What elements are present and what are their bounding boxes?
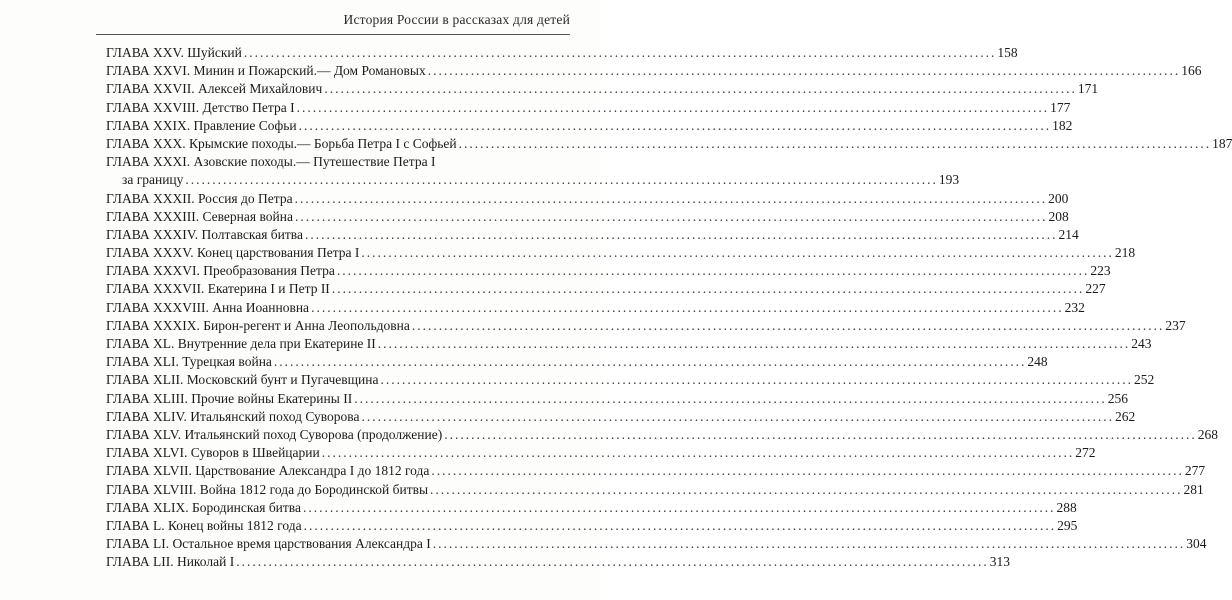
toc-entry <box>106 408 1136 426</box>
toc-entry-title: ГЛАВА XXXI. Азовские походы.— Путешествие Петра I <box>106 154 436 170</box>
toc-entry <box>106 553 1010 571</box>
toc-leader-dots <box>236 553 989 571</box>
toc-entry <box>106 535 1207 553</box>
toc-entry-title: ГЛАВА XXIX. Правление Софьи <box>106 117 297 133</box>
toc-entry <box>106 353 1048 371</box>
toc-entry-page: 232 <box>1064 299 1085 315</box>
toc-leader-dots <box>428 62 1181 80</box>
toc-entry-page: 243 <box>1131 336 1152 351</box>
toc-entry-page: 277 <box>1184 463 1206 479</box>
toc-leader-dots <box>354 390 1107 408</box>
toc-leader-dots <box>412 317 1165 335</box>
toc-entry-page: 218 <box>1114 245 1136 261</box>
toc-entry-page: 313 <box>989 554 1010 570</box>
toc-leader-dots <box>430 481 1183 499</box>
toc-entry-page: 200 <box>1048 190 1069 206</box>
toc-entry-page: 193 <box>938 172 960 188</box>
toc-leader-dots <box>244 44 997 62</box>
toc-entry <box>106 317 1186 335</box>
toc-entry <box>106 481 1204 499</box>
toc-entry-title: ГЛАВА XXXIII. Северная война <box>106 208 293 224</box>
toc-entry <box>106 390 1128 408</box>
toc-entry-page: 288 <box>1056 499 1077 515</box>
toc-entry-title: ГЛАВА LII. Николай I <box>106 554 235 570</box>
toc-entry-title: ГЛАВА XXXIX. Бирон-регент и Анна Леопольдовна <box>106 317 410 333</box>
toc-entry <box>106 517 1078 535</box>
toc-leader-dots <box>274 353 1027 371</box>
toc-leader-dots <box>295 208 1048 226</box>
toc-entry-title: ГЛАВА XXXV. Конец царствования Петра I <box>106 245 360 261</box>
toc-entry <box>106 335 1152 353</box>
toc-entry-title: ГЛАВА XLIX. Бородинская битва <box>106 499 301 515</box>
toc-entry-title: ГЛАВА XXXIV. Полтавская битва <box>106 226 303 242</box>
toc-entry-page: 252 <box>1133 372 1155 388</box>
toc-entry <box>106 62 1202 80</box>
table-of-contents <box>106 44 1232 571</box>
toc-entry-title: ГЛАВА L. Конец войны 1812 года <box>106 517 302 533</box>
toc-entry-page: 237 <box>1165 317 1186 333</box>
toc-leader-dots <box>361 244 1114 262</box>
toc-leader-dots <box>295 190 1048 208</box>
toc-entry-page: 158 <box>997 45 1018 60</box>
toc-entry-title: ГЛАВА XLVI. Суворов в Швейцарии <box>106 445 320 461</box>
toc-leader-dots <box>303 499 1056 517</box>
toc-entry-title: ГЛАВА XLIV. Итальянский поход Суворова <box>106 408 360 424</box>
toc-entry <box>106 244 1136 262</box>
toc-entry-page: 272 <box>1075 445 1096 461</box>
toc-entry <box>106 426 1218 444</box>
toc-leader-dots <box>459 135 1212 153</box>
toc-leader-dots <box>361 408 1114 426</box>
toc-entry-title: ГЛАВА XXVI. Минин и Пожарский.— Дом Романовых <box>106 63 426 79</box>
toc-leader-dots <box>299 117 1052 135</box>
toc-entry-title: ГЛАВА XLV. Итальянский поход Суворова (продолжение) <box>106 426 443 442</box>
toc-leader-dots <box>431 462 1184 480</box>
toc-entry-title: ГЛАВА XXXVI. Преобразования Петра <box>106 263 335 279</box>
toc-entry-page: 262 <box>1114 408 1136 424</box>
toc-entry-page: 268 <box>1197 426 1218 442</box>
toc-entry-title: ГЛАВА XXXII. Россия до Петра <box>106 190 293 206</box>
toc-leader-dots <box>433 535 1186 553</box>
toc-entry-page: 227 <box>1085 281 1106 297</box>
toc-entry-page: 182 <box>1052 117 1073 133</box>
toc-entry <box>106 208 1069 226</box>
toc-leader-dots <box>297 99 1050 117</box>
toc-leader-dots <box>185 171 938 189</box>
toc-entry-title: ГЛАВА XXVII. Алексей Михайлович <box>106 81 323 97</box>
toc-entry-title: ГЛАВА XXX. Крымские походы.— Борьба Петра I с Софьей <box>106 135 457 151</box>
toc-entry <box>106 444 1096 462</box>
toc-leader-dots <box>322 444 1075 462</box>
toc-entry-page: 223 <box>1090 263 1111 279</box>
toc-entry-title: ГЛАВА XLVII. Царствование Александра I до 1812 года <box>106 463 430 479</box>
toc-leader-dots <box>380 371 1133 389</box>
running-head: История России в рассказах для детей <box>343 12 570 27</box>
toc-leader-dots <box>324 80 1077 98</box>
toc-entry-page: 281 <box>1183 481 1204 497</box>
toc-leader-dots <box>304 517 1057 535</box>
toc-entry-page: 208 <box>1048 208 1069 224</box>
toc-entry <box>106 99 1071 117</box>
toc-entry-title: ГЛАВА XXV. Шуйский <box>106 45 242 60</box>
toc-leader-dots <box>337 262 1090 280</box>
toc-entry-continuation <box>106 171 960 189</box>
toc-entry-title: ГЛАВА LI. Остальное время царствования Александра I <box>106 536 431 552</box>
toc-entry-title-continuation: за границу <box>122 172 184 188</box>
toc-entry-title: ГЛАВА XXVIII. Детство Петра I <box>106 99 295 115</box>
toc-leader-dots <box>444 426 1197 444</box>
toc-entry-page: 187 <box>1212 135 1232 151</box>
toc-leader-dots <box>305 226 1058 244</box>
toc-leader-dots <box>378 335 1131 353</box>
toc-entry <box>106 462 1206 480</box>
toc-entry-page: 295 <box>1057 517 1078 533</box>
toc-entry-page: 171 <box>1077 81 1099 97</box>
toc-entry <box>106 135 1232 153</box>
toc-entry <box>106 262 1111 280</box>
toc-entry <box>106 190 1069 208</box>
toc-entry-page: 248 <box>1027 354 1048 370</box>
toc-entry-title: ГЛАВА XXXVII. Екатерина I и Петр II <box>106 281 330 297</box>
toc-entry-title: ГЛАВА XLVIII. Война 1812 года до Бородинской битвы <box>106 481 429 497</box>
toc-entry-page: 166 <box>1181 63 1202 79</box>
toc-leader-dots <box>311 299 1064 317</box>
toc-entry-page: 304 <box>1186 536 1207 552</box>
header-rule <box>96 34 570 35</box>
toc-entry-title: ГЛАВА XLII. Московский бунт и Пугачевщина <box>106 372 379 388</box>
toc-entry-page: 256 <box>1107 390 1128 406</box>
toc-entry-title: ГЛАВА XLI. Турецкая война <box>106 354 272 370</box>
toc-entry-title: ГЛАВА XLIII. Прочие войны Екатерины II <box>106 390 353 406</box>
toc-entry <box>106 117 1073 135</box>
toc-entry-page: 177 <box>1050 99 1071 115</box>
toc-entry <box>106 44 1018 62</box>
toc-entry <box>106 153 496 171</box>
toc-entry <box>106 299 1085 317</box>
toc-entry <box>106 226 1079 244</box>
toc-entry <box>106 280 1106 298</box>
toc-entry <box>106 499 1077 517</box>
toc-entry <box>106 80 1099 98</box>
toc-entry-page: 214 <box>1058 226 1079 242</box>
toc-entry <box>106 371 1155 389</box>
toc-entry-title: ГЛАВА XL. Внутренние дела при Екатерине II <box>106 336 376 351</box>
toc-entry-title: ГЛАВА XXXVIII. Анна Иоанновна <box>106 299 310 315</box>
toc-leader-dots <box>332 280 1085 298</box>
